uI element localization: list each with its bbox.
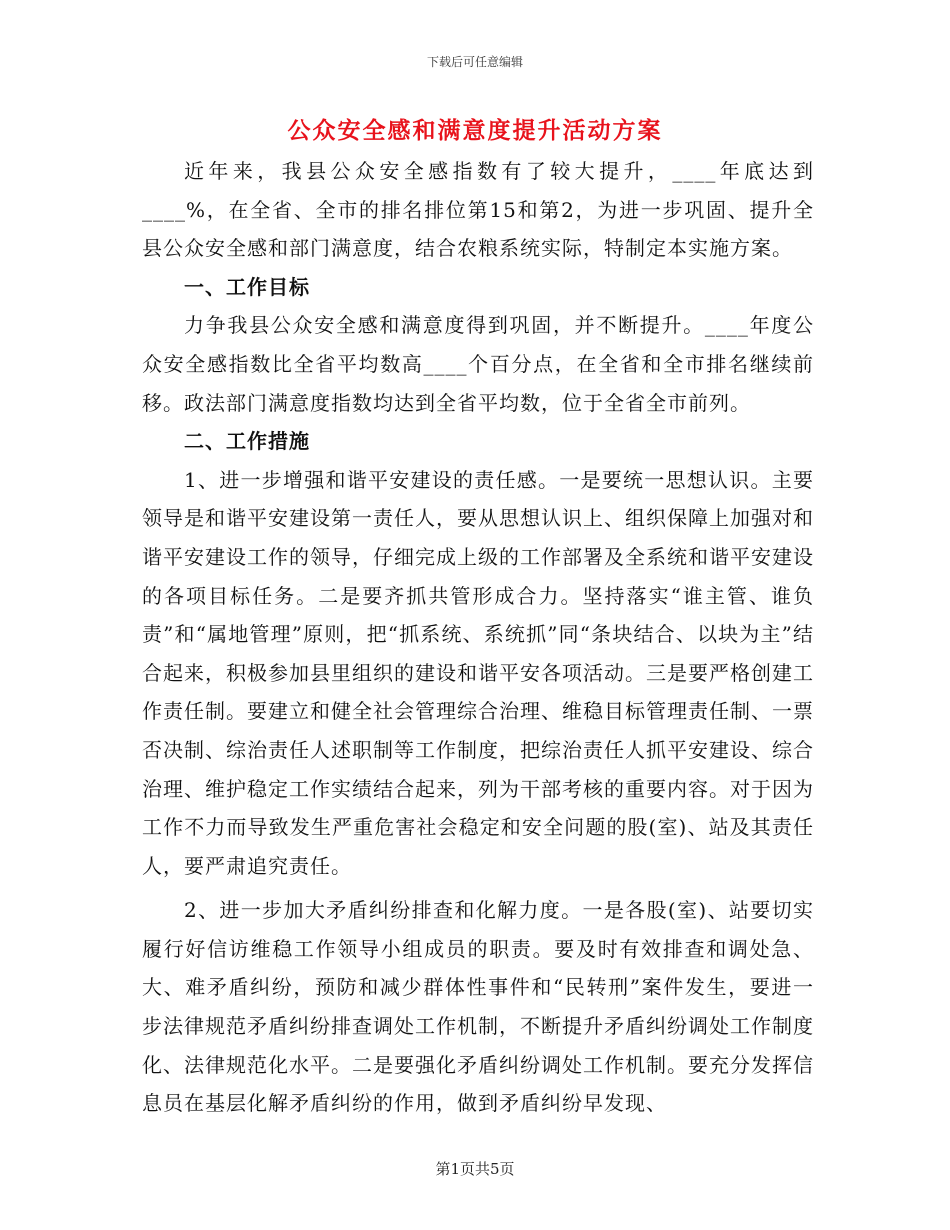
header-note: 下载后可任意编辑 [426,55,523,69]
measure-paragraph-1: 1、进一步增强和谐平安建设的责任感。一是要统一思想认识。主要领导是和谐平安建设第一责任人，要从思想认识上、组织保障上加强对和谐平安建设工作的领导，仔细完成上级的工作部署及全系统和谐平安建设的各项目标任务。二是要齐抓共管形成合力。坚持落实“谁主管、谁负责”和“属地管理”原则，把“抓系统、系统抓”同“条块结合、以块为主”结合起来，积极参加县里组织的建设和谐平安各项活动。三是要严格创建工作责任制。要建立和健全社会管理综合治理、维稳目标管理责任制、一票否决制、综治责任人述职制等工作制度，把综治责任人抓平安建设、综合治理、维护稳定工作实绩结合起来，列为干部考核的重要内容。对于因为工作不力而导致发生严重危害社会稳定和安全问题的股(室)、站及其责任人，要严肃追究责任。 [142,467,814,878]
goals-paragraph: 力争我县公众安全感和满意度得到巩固，并不断提升。____年度公众安全感指数比全省平均数高____个百分点，在全省和全市排名继续前移。政法部门满意度指数均达到全省平均数，位于全省全市前列。 [142,313,814,415]
intro-paragraph: 近年来，我县公众安全感指数有了较大提升，____年底达到____%，在全省、全市的排名排位第15和第2，为进一步巩固、提升全县公众安全感和部门满意度，结合农粮系统实际，特制定本实施方案。 [142,159,814,261]
page-number: 第1页共5页 [435,1160,515,1178]
measure-paragraph-2: 2、进一步加大矛盾纠纷排查和化解力度。一是各股(室)、站要切实履行好信访维稳工作领导小组成员的职责。要及时有效排查和调处急、大、难矛盾纠纷，预防和减少群体性事件和“民转刑”案件发生，要进一步法律规范矛盾纠纷排查调处工作机制，不断提升矛盾纠纷调处工作制度化、法律规范化水平。二是要强化矛盾纠纷调处工作机制。要充分发挥信息员在基层化解矛盾纠纷的作用，做到矛盾纠纷早发现、 [142,898,814,1116]
document-title: 公众安全感和满意度提升活动方案 [287,117,663,144]
section-heading-goals: 一、工作目标 [184,274,310,299]
document-body [142,152,814,1123]
section-heading-measures: 二、工作措施 [184,429,310,454]
